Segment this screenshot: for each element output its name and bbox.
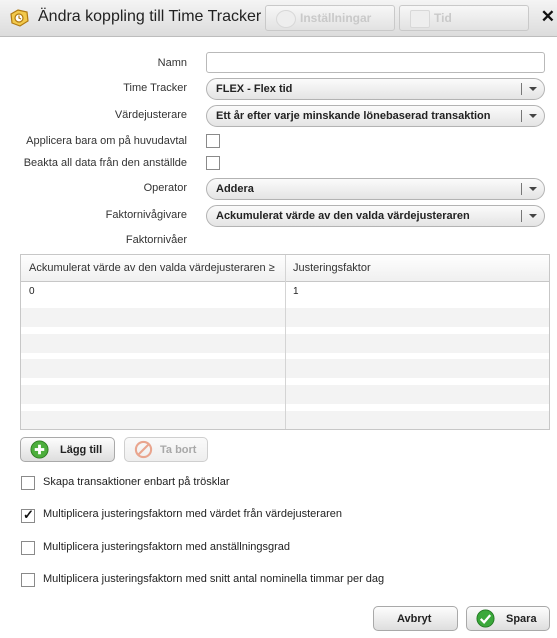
option-checkbox-thresholds[interactable] — [21, 476, 35, 490]
option-checkbox-multiply-adjuster[interactable] — [21, 509, 35, 523]
table-cell-factor[interactable]: 1 — [293, 286, 299, 297]
no-entry-icon — [134, 440, 153, 459]
checkmark-circle-icon — [476, 609, 495, 628]
option-label-multiply-adjuster: Multiplicera justeringsfaktorn med värdet från värdejusteraren — [43, 508, 342, 520]
time-tracker-label: Time Tracker — [123, 82, 187, 94]
faktornivagivare-label: Faktornivågivare — [105, 209, 187, 221]
vardejusterare-label: Värdejusterare — [114, 109, 187, 121]
vardejusterare-select[interactable] — [206, 105, 545, 127]
chevron-down-icon — [529, 114, 537, 118]
chevron-down-icon — [529, 87, 537, 91]
select-separator — [521, 110, 522, 122]
option-label-nominal-hours: Multiplicera justeringsfaktorn med snitt antal nominella timmar per dag — [43, 573, 385, 585]
faktornivaer-label: Faktornivåer — [125, 234, 187, 246]
column-header-threshold[interactable]: Ackumulerat värde av den valda värdejusteraren ≥ — [29, 262, 275, 274]
operator-value: Addera — [216, 183, 254, 195]
column-header-factor[interactable]: Justeringsfaktor — [293, 262, 371, 274]
chevron-down-icon — [529, 214, 537, 218]
option-checkbox-nominal-hours[interactable] — [21, 573, 35, 587]
add-row-label: Lägg till — [60, 444, 103, 456]
option-label-thresholds: Skapa transaktioner enbart på trösklar — [43, 476, 230, 488]
column-divider — [285, 255, 286, 430]
time-ghost-icon — [410, 10, 430, 28]
cancel-button[interactable] — [373, 606, 458, 631]
beakta-checkbox[interactable] — [206, 156, 220, 170]
option-label-employment-rate: Multiplicera justeringsfaktorn med anställningsgrad — [43, 541, 291, 553]
namn-label: Namn — [157, 57, 187, 69]
namn-input[interactable] — [206, 52, 545, 73]
save-button-label: Spara — [506, 613, 537, 625]
select-separator — [521, 210, 522, 222]
remove-row-label: Ta bort — [160, 444, 197, 456]
checkmark-icon: ✓ — [23, 507, 34, 522]
plus-circle-icon — [30, 440, 49, 459]
background-tab-settings — [265, 5, 395, 31]
table-cell-threshold[interactable]: 0 — [29, 286, 35, 297]
add-row-button[interactable] — [20, 437, 115, 462]
select-separator — [521, 83, 522, 95]
background-tab-settings-label: Inställningar — [300, 11, 372, 25]
vardejusterare-value: Ett år efter varje minskande lönebaserad transaktion — [216, 110, 491, 122]
background-tab-time-label: Tid — [434, 11, 452, 25]
applicera-label: Applicera bara om på huvudavtal — [26, 135, 187, 147]
dialog-title: Ändra koppling till Time Tracker — [38, 8, 262, 25]
faktornivagivare-select[interactable] — [206, 205, 545, 227]
save-button[interactable] — [466, 606, 550, 631]
time-tracker-value: FLEX - Flex tid — [216, 83, 293, 95]
dialog-titlebar — [0, 0, 557, 37]
faktornivaer-table — [20, 254, 550, 430]
operator-select[interactable] — [206, 178, 545, 200]
chevron-down-icon — [529, 187, 537, 191]
select-separator — [521, 183, 522, 195]
close-icon[interactable]: ✕ — [540, 7, 555, 26]
cancel-button-label: Avbryt — [397, 613, 432, 625]
remove-row-button[interactable] — [124, 437, 208, 462]
beakta-label: Beakta all data från den anställde — [23, 157, 187, 169]
faktornivagivare-value: Ackumulerat värde av den valda värdejusteraren — [216, 210, 470, 222]
applicera-checkbox[interactable] — [206, 134, 220, 148]
option-checkbox-employment-rate[interactable] — [21, 541, 35, 555]
background-tab-time — [399, 5, 529, 31]
gear-clock-icon — [8, 8, 30, 28]
operator-label: Operator — [143, 182, 187, 194]
settings-ghost-icon — [276, 10, 296, 28]
time-tracker-select[interactable] — [206, 78, 545, 100]
